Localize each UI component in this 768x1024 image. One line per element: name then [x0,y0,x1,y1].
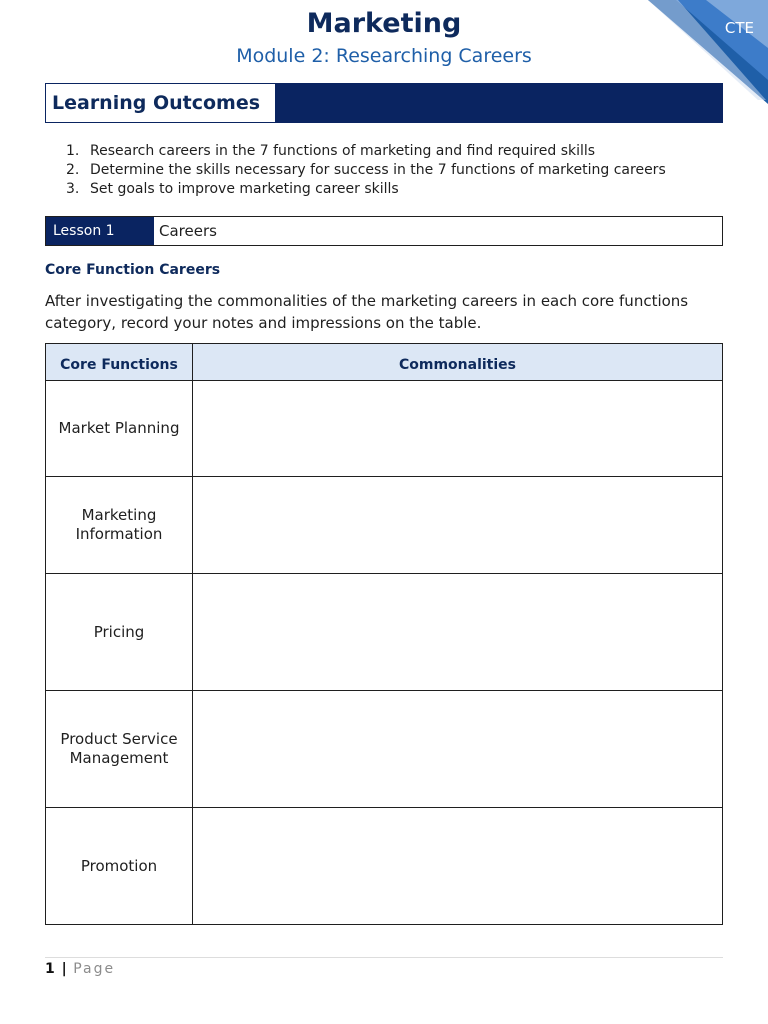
function-cell: Marketing Information [46,477,193,574]
table-row [46,808,723,925]
table-row [46,574,723,691]
function-cell: Promotion [46,808,193,925]
page-word: Page [73,961,116,977]
page-title: Marketing [306,8,462,39]
section-heading: Core Function Careers [45,262,221,278]
function-cell: Product Service Management [46,691,193,808]
list-item-number: 2. [66,162,80,178]
learning-outcomes-list [66,142,666,199]
learning-outcomes-banner [45,83,723,123]
list-item-number: 3. [66,181,80,197]
page-subtitle: Module 2: Researching Careers [236,45,532,67]
list-item-text: Research careers in the 7 functions of marketing and find required skills [90,143,596,159]
page-number: 1 | [45,961,68,977]
column-header-core-functions: Core Functions [46,344,193,381]
list-item [66,142,666,161]
table-row [46,381,723,477]
lesson-title: Careers [159,222,217,240]
page-footer [45,961,115,977]
cte-badge: CTE [724,19,754,37]
function-cell: Pricing [46,574,193,691]
lesson-number: Lesson 1 [46,217,154,245]
commonalities-cell[interactable] [193,808,723,925]
list-item [66,161,666,180]
table-row [46,477,723,574]
table-row [46,691,723,808]
instructions-text: After investigating the commonalities of the marketing careers in each core functions category, record your notes and impressions on the table. [45,292,689,332]
learning-outcomes-heading: Learning Outcomes [46,84,275,122]
list-item-number: 1. [66,143,80,159]
column-header-commonalities: Commonalities [193,344,723,381]
table-header-row [46,344,723,381]
commonalities-cell[interactable] [193,477,723,574]
commonalities-cell[interactable] [193,381,723,477]
lesson-banner [45,216,723,246]
list-item [66,180,666,199]
list-item-text: Determine the skills necessary for success in the 7 functions of marketing careers [90,162,666,178]
commonalities-cell[interactable] [193,574,723,691]
list-item-text: Set goals to improve marketing career skills [90,181,399,197]
commonalities-cell[interactable] [193,691,723,808]
footer-divider [45,957,723,958]
function-cell: Market Planning [46,381,193,477]
core-functions-table [45,343,723,925]
